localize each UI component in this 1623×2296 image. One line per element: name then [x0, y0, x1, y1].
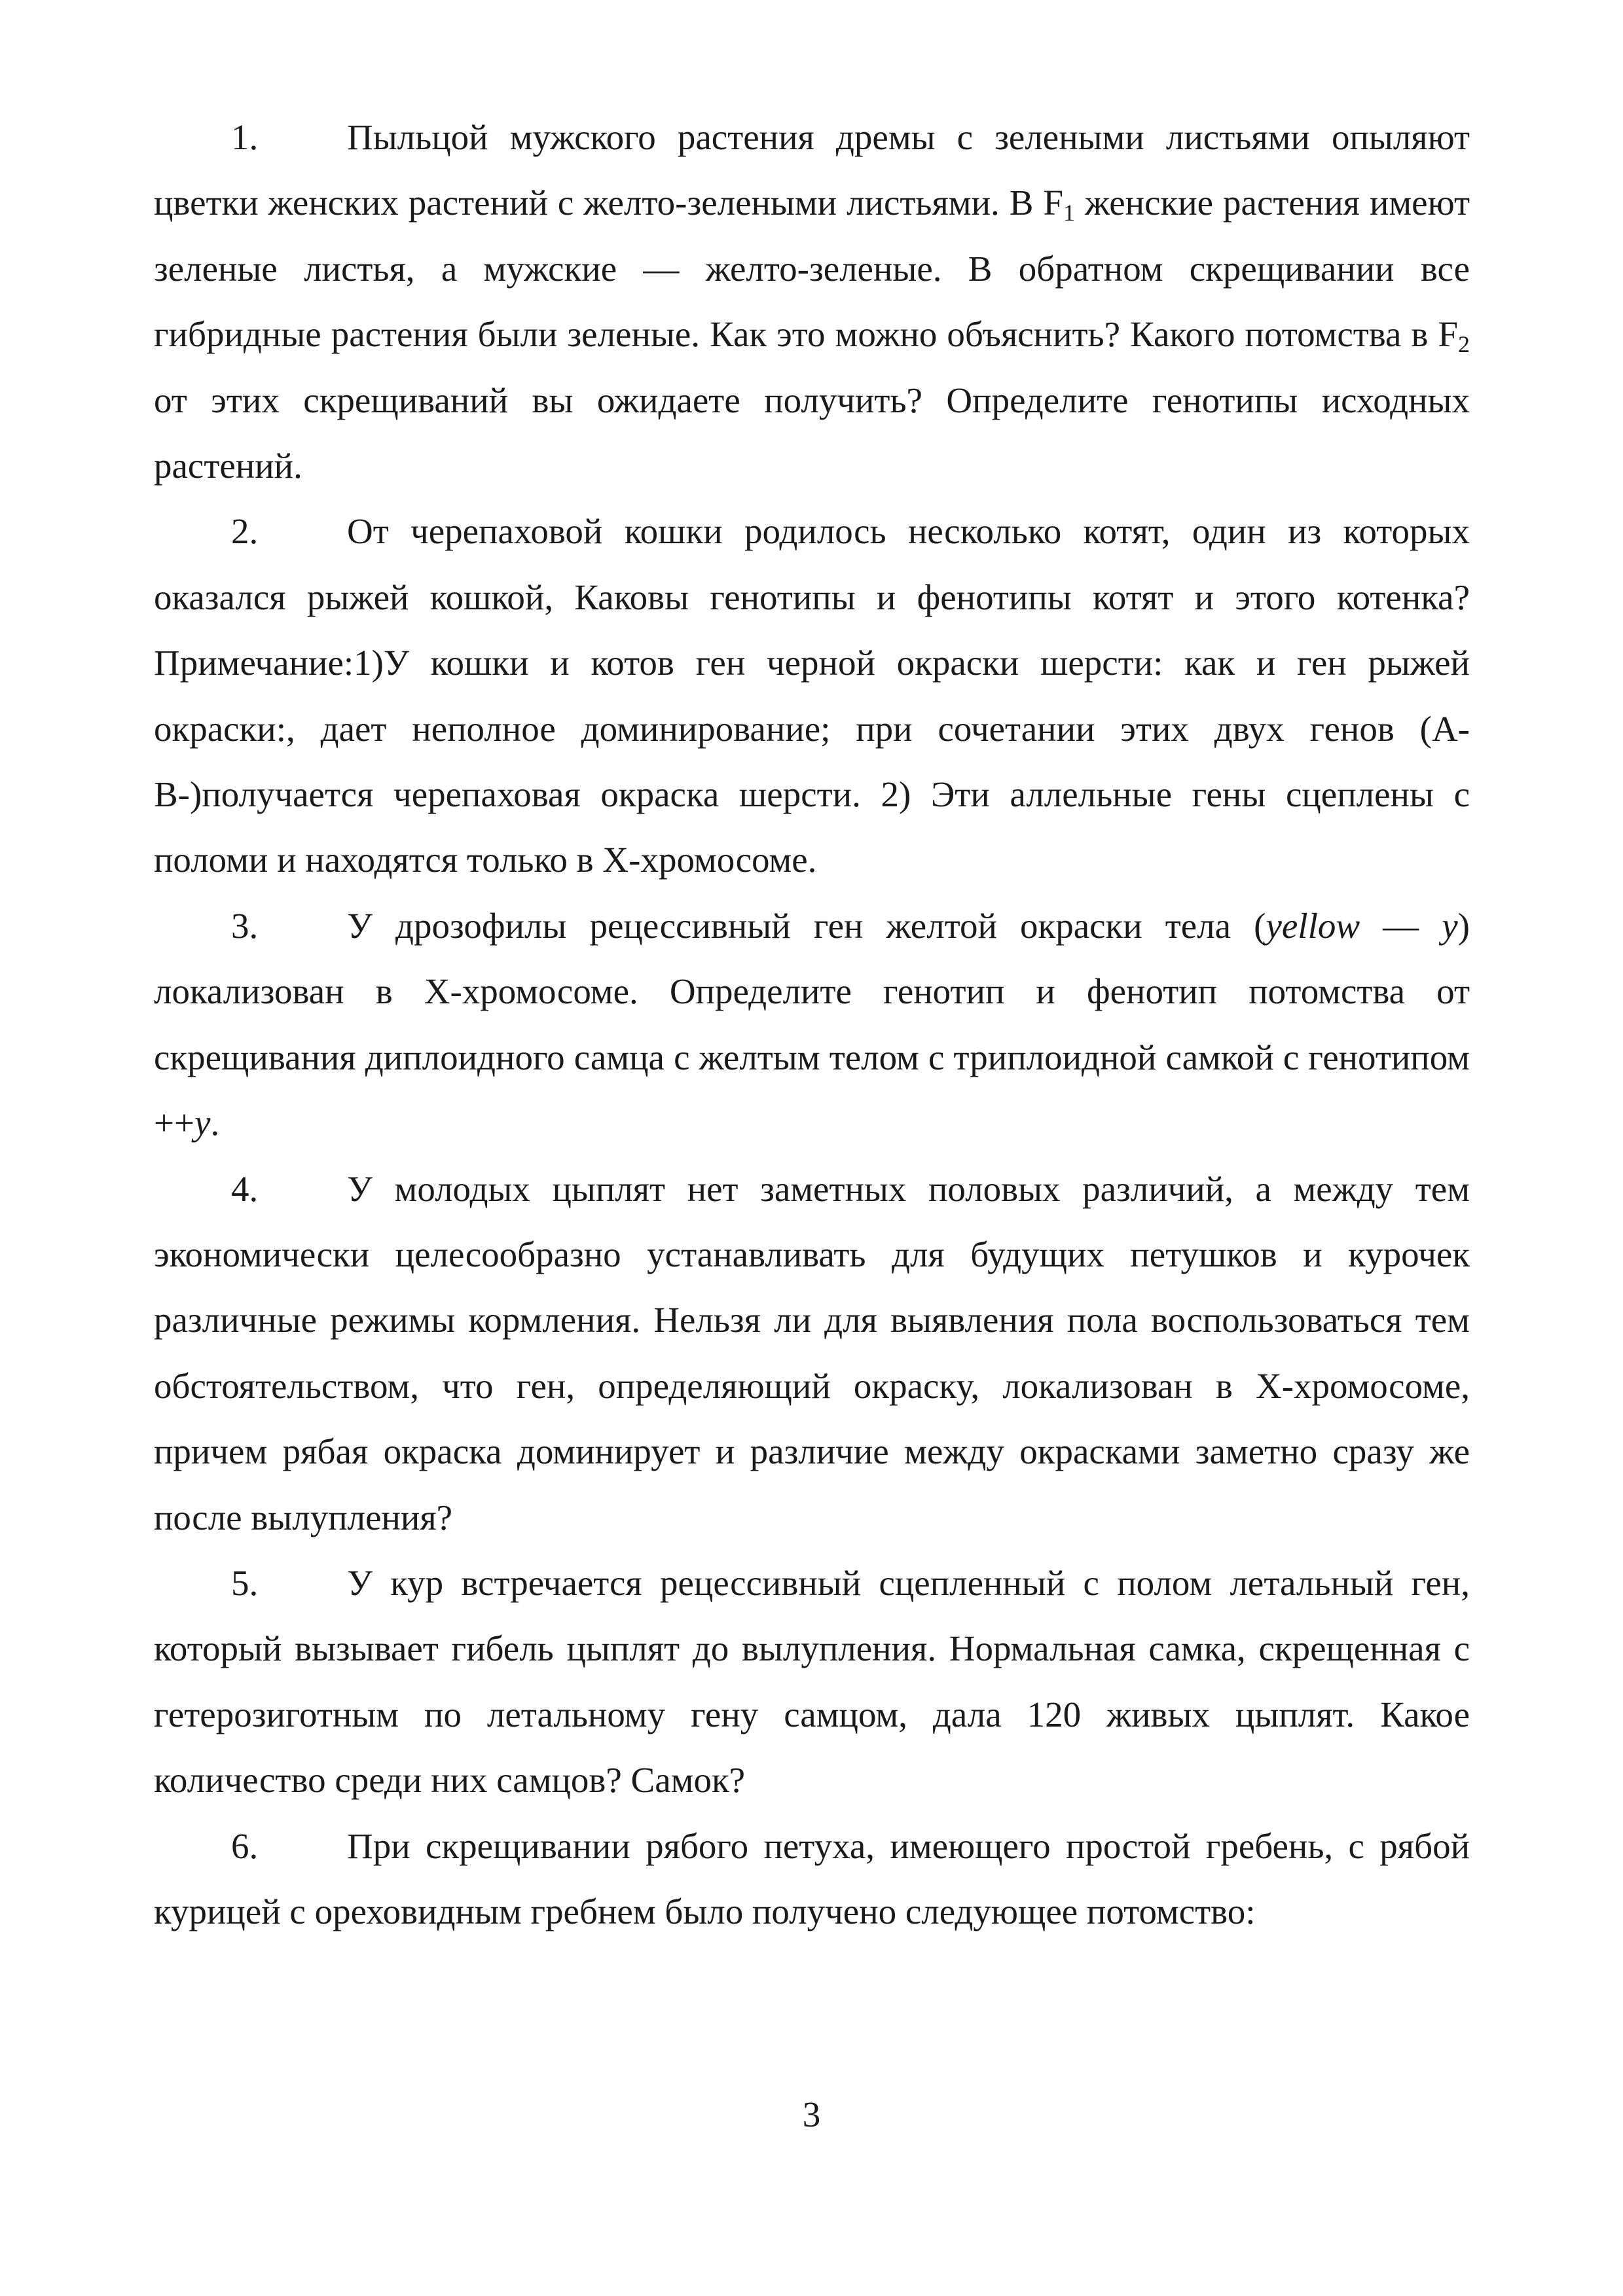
problem-number: 1. — [231, 117, 259, 157]
subscript: 1 — [1063, 200, 1075, 226]
problem-text: женские растения имеют зеленые листья, а мужские — желто-зеленые. В обратном скрещивании все гибридные растения были зеленые. Как это можно объяснить? Какого потомства в F — [154, 183, 1470, 355]
problem-2 — [154, 499, 1470, 893]
problem-3 — [154, 893, 1470, 1157]
document-body — [154, 105, 1470, 1945]
problem-1 — [154, 105, 1470, 499]
problem-text: . — [210, 1103, 220, 1143]
gene-symbol: y — [194, 1103, 211, 1143]
problem-number: 6. — [231, 1825, 259, 1866]
problem-number: 4. — [231, 1168, 259, 1209]
problem-text: При скрещивании рябого петуха, имеющего простой гребень, с рябой курицей с ореховидным гребнем было получено следующее потомство: — [154, 1825, 1470, 1931]
page-number: 3 — [802, 2094, 821, 2134]
gene-symbol: y — [1442, 905, 1458, 946]
problem-number: 2. — [231, 511, 259, 552]
problem-text: У кур встречается рецессивный сцепленный с полом летальный ген, который вызывает гибель цыплят до вылупления. Нормальная самка, скрещенная с гетерозиготным по летальному гену самцом, дала 120 живых цыплят. Какое количество среди них самцов? Самок? — [154, 1562, 1470, 1801]
problem-text: ) локализован в Х-хромосоме. Определите генотип и фенотип потомства от скрещивания диплоидного самца с желтым телом с триплоидной самкой с генотипом ++ — [154, 905, 1470, 1143]
problem-text: У дрозофилы рецессивный ген желтой окраски тела ( — [347, 905, 1266, 946]
problem-text: от этих скрещиваний вы ожидаете получить? Определите генотипы исходных растений. — [154, 380, 1470, 486]
problem-number: 5. — [231, 1562, 259, 1603]
problem-6 — [154, 1814, 1470, 1945]
gene-name: yellow — [1266, 905, 1360, 946]
subscript: 2 — [1458, 331, 1470, 358]
problem-text: У молодых цыплят нет заметных половых различий, а между тем экономически целесообразно устанавливать для будущих петушков и курочек различные режимы кормления. Нельзя ли для выявления пола воспользоваться тем обстоятельством, что ген, определяющий окраску, локализован в Х-хромосоме, причем рябая окраска доминирует и различие между окрасками заметно сразу же после вылупления? — [154, 1168, 1470, 1537]
problem-4 — [154, 1157, 1470, 1551]
problem-text: Пыльцой мужского растения дремы с зелеными листьями опыляют цветки женских растений с желто-зелеными листьями. В F — [154, 117, 1470, 223]
problem-text: — — [1360, 905, 1442, 946]
problem-5 — [154, 1551, 1470, 1814]
problem-text: От черепаховой кошки родилось несколько котят, один из которых оказался рыжей кошкой, Каковы генотипы и фенотипы котят и этого котенка? Примечание:1)У кошки и котов ген черной окраски шерсти: как и ген рыжей окраски:, дает неполное доминирование; при сочетании этих двух генов (А- В-)получается черепаховая окраска шерсти. 2) Эти аллельные гены сцеплены с поломи и находятся только в Х-хромосоме. — [154, 511, 1470, 880]
problem-number: 3. — [231, 905, 259, 946]
